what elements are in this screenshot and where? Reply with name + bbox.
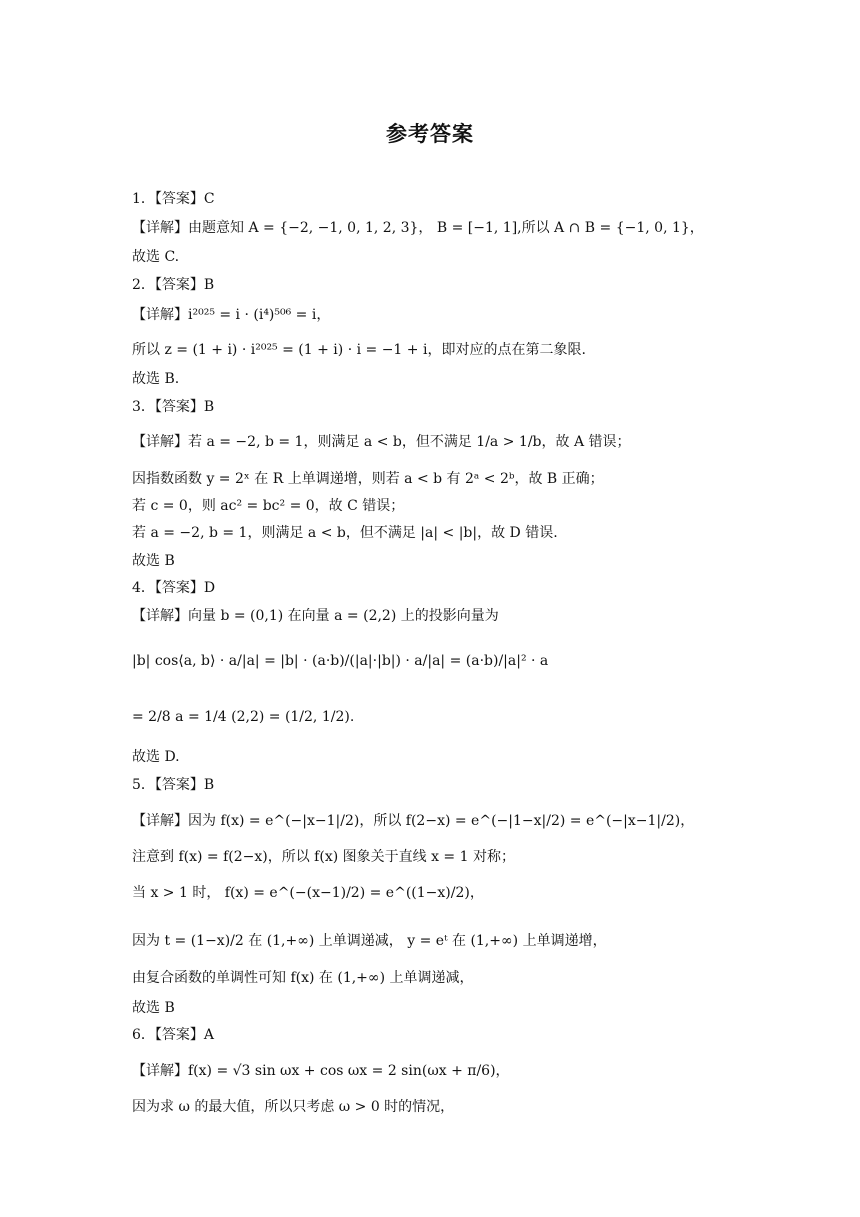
q2-detail-1: 【详解】i²⁰²⁵ = i · (i⁴)⁵⁰⁶ = i， — [132, 307, 331, 323]
q5-detail-3: 当 x > 1 时， f(x) = e^(−(x−1)/2) = e^((1−x)/2)， — [132, 885, 484, 901]
q1-detail: 【详解】由题意知 A = {−2, −1, 0, 1, 2, 3}， B = [−1, 1],所以 A ∩ B = {−1, 0, 1}， — [132, 220, 704, 236]
q3-conclusion: 故选 B — [132, 553, 175, 569]
q3-detail-1: 【详解】若 a = −2, b = 1，则满足 a < b，但不满足 1/a > 1/b，故 A 错误； — [132, 434, 631, 450]
q1-conclusion: 故选 C. — [132, 249, 180, 265]
q3-detail-4: 若 a = −2, b = 1，则满足 a < b，但不满足 |a| < |b|，故 D 错误. — [132, 525, 558, 541]
q2-conclusion: 故选 B. — [132, 371, 180, 387]
q6-answer-head: 6．【答案】A — [132, 1027, 215, 1043]
q5-answer-head: 5．【答案】B — [132, 777, 215, 793]
page-title: 参考答案 — [386, 121, 474, 146]
q5-detail-1: 【详解】因为 f(x) = e^(−|x−1|/2)，所以 f(2−x) = e^(−|1−x|/2) = e^(−|x−1|/2)， — [132, 813, 695, 829]
q3-detail-2: 因指数函数 y = 2ˣ 在 R 上单调递增，则若 a < b 有 2ᵃ < 2ᵇ，故 B 正确； — [132, 471, 604, 487]
q3-answer-head: 3．【答案】B — [132, 399, 215, 415]
q5-detail-2: 注意到 f(x) = f(2−x)，所以 f(x) 图象关于直线 x = 1 对称； — [132, 849, 515, 865]
q2-answer-head: 2．【答案】B — [132, 277, 215, 293]
q3-detail-3: 若 c = 0，则 ac² = bc² = 0，故 C 错误； — [132, 498, 405, 514]
q6-detail-2: 因为求 ω 的最大值，所以只考虑 ω > 0 时的情况， — [132, 1099, 455, 1115]
q4-answer-head: 4．【答案】D — [132, 580, 216, 596]
q4-conclusion: 故选 D. — [132, 749, 180, 765]
q1-answer-head: 1．【答案】C — [132, 191, 215, 207]
q5-detail-4: 因为 t = (1−x)/2 在 (1,+∞) 上单调递减， y = eᵗ 在 (1,+∞) 上单调递增， — [132, 933, 607, 949]
q4-detail-1: 【详解】向量 b = (0,1) 在向量 a = (2,2) 上的投影向量为 — [132, 608, 499, 624]
q4-projection-result: = 2/8 a = 1/4 (2,2) = (1/2, 1/2). — [132, 709, 355, 725]
q6-detail-1: 【详解】f(x) = √3 sin ωx + cos ωx = 2 sin(ωx + π/6)， — [132, 1063, 510, 1079]
q2-detail-2: 所以 z = (1 + i) · i²⁰²⁵ = (1 + i) · i = −1 + i，即对应的点在第二象限. — [132, 342, 586, 358]
q4-projection-formula: |b| cos⟨a, b⟩ · a/|a| = |b| · (a·b)/(|a|·|b|) · a/|a| = (a·b)/|a|² · a — [132, 653, 549, 669]
q5-detail-5: 由复合函数的单调性可知 f(x) 在 (1,+∞) 上单调递减， — [132, 970, 474, 986]
q5-conclusion: 故选 B — [132, 1000, 175, 1016]
